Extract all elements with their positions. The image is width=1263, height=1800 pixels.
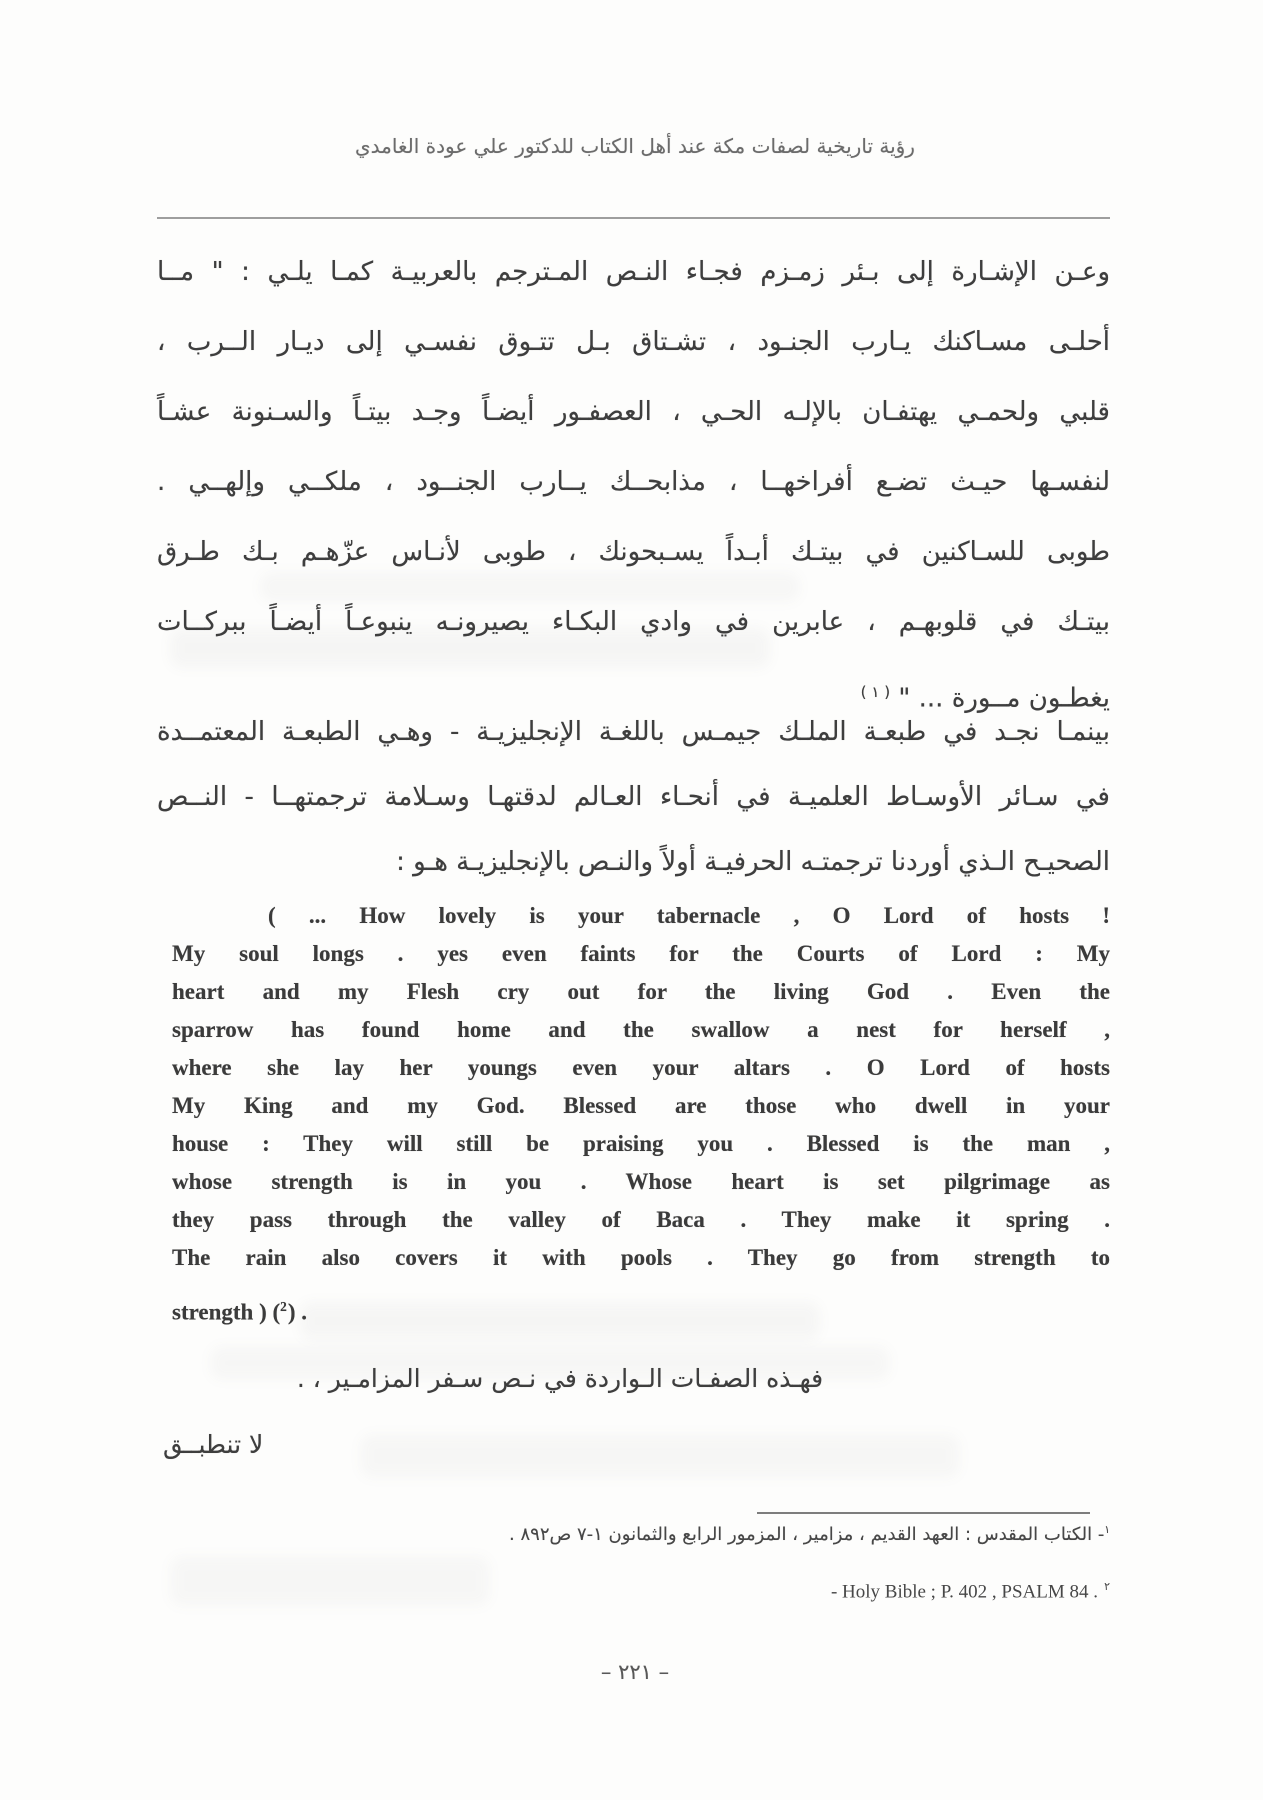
page-number: – ٢٢١ – (600, 1660, 670, 1684)
bleed-through-mark (360, 1434, 960, 1478)
english-line: whose strength is in you . Whose heart is set pilgrimage as (172, 1169, 1110, 1194)
english-line: they pass through the valley of Baca . They make it spring . (172, 1207, 1110, 1232)
english-quote-last-line (172, 1299, 1110, 1326)
arabic-paragraph-psalm-quote (157, 237, 1110, 727)
arabic-line: لنفسـها حيـث تضـع أفراخهــا ، مذابحــك يــارب الجنــود ، ملكــي وإلهــي . (157, 467, 1110, 497)
arabic-line: قلبي ولحمـي يهتفـان بالإلـه الحـي ، العصفـور أيضـاً وجـد بيتـاً والسـنونة عشـاً (157, 397, 1110, 427)
footnote-1-text: - الكتاب المقدس : العهد القديم ، مزامير ، المزمور الرابع والثمانون ١-٧ ص٨٩٢ . (509, 1524, 1105, 1545)
arabic-closing-line: فهـذه الصفـات الـواردة في نـص سـفر المزامـير ، . (296, 1364, 824, 1393)
english-line: The rain also covers it with pools . They go from strength to (172, 1245, 1110, 1270)
arabic-line: بيتـك في قلوبهـم ، عابرين في وادي البكـاء يصيرونـه ينبوعـاً أيضـاً ببركــات (157, 607, 1110, 637)
footnote-1-marker: ١ (1104, 1524, 1110, 1536)
arabic-hanging-phrase: لا تنطبــق (163, 1430, 264, 1459)
arabic-paragraph-king-james (157, 700, 1110, 895)
arabic-line: طوبى للسـاكنين في بيتـك أبـداً يسـبحونك ، طوبى لأنـاس عزّهـم بـك طـرق (157, 537, 1110, 567)
quote-close-punctuation: ) . (287, 1299, 308, 1325)
footnote-2-marker: ٢ (1104, 1580, 1110, 1593)
english-psalm-quote (172, 897, 1110, 1277)
footnote-1-reference: ( ١ ) (860, 683, 891, 701)
english-line: My King and my God. Blessed are those who dwell in your (172, 1093, 1110, 1118)
english-line: heart and my Flesh cry out for the living God . Even the (172, 979, 1110, 1004)
quote-close-text: strength ) ( (172, 1299, 281, 1325)
footnote-2-reference: 2 (280, 1299, 288, 1314)
footnote-2 (160, 1580, 1110, 1603)
footnote-2-text: - Holy Bible ; P. 402 , PSALM 84 . (830, 1581, 1099, 1603)
english-line: sparrow has found home and the swallow a nest for herself , (172, 1017, 1110, 1042)
arabic-line: بينمـا نجـد في طبعـة الملـك جيمـس باللغـة الإنجليزيـة - وهـي الطبعـة المعتمــدة (157, 717, 1110, 747)
english-line: house : They will still be praising you . Blessed is the man , (172, 1131, 1110, 1156)
english-line: ( ... How lovely is your tabernacle , O Lord of hosts ! (268, 903, 1110, 928)
arabic-line: وعـن الإشـارة إلى بـئر زمـزم فجـاء النـص المـترجم بالعربيـة كمـا يلـي : " مــا (157, 257, 1110, 287)
arabic-line: في سـائر الأوسـاط العلميـة في أنحـاء العـالم لدقتهـا وسـلامة ترجمتهــا - النــص (157, 782, 1110, 812)
running-header: رؤية تاريخية لصفات مكة عند أهل الكتاب للدكتور علي عودة الغامدي (355, 134, 915, 158)
footnote-1 (160, 1524, 1110, 1545)
arabic-line: الصحيـح الـذي أوردنا ترجمتـه الحرفيـة أولاً والنـص بالإنجليزيـة هـو : (396, 847, 1110, 877)
quote-end-text: يغطـون مــورة ... " (898, 683, 1110, 714)
arabic-line: أحلـى مسـاكنك يـارب الجنـود ، تشـتاق بـل تتـوق نفسـي إلى ديـار الــرب ، (157, 327, 1110, 357)
footnote-separator (757, 1512, 1090, 1514)
english-line: where she lay her youngs even your altars . O Lord of hosts (172, 1055, 1110, 1080)
header-rule (157, 217, 1110, 219)
english-line: My soul longs . yes even faints for the Courts of Lord : My (172, 941, 1110, 966)
